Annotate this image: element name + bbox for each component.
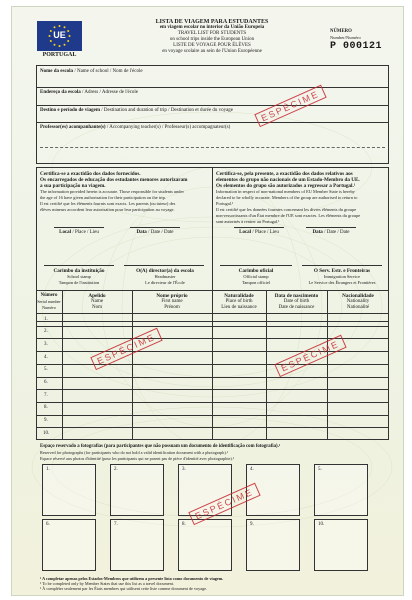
- photo-slot[interactable]: 2.: [110, 464, 164, 516]
- title-line: LISTE DE VOYAGE POUR ÉLÈVES: [173, 43, 251, 48]
- school-name-field[interactable]: Nome da escola / Name of school / Nom de l'école: [40, 69, 143, 74]
- table-row[interactable]: 8.: [44, 405, 48, 411]
- teachers-field[interactable]: Professor(es) acompanhante(s) / Accompanying teacher(s) / Professeur(s) accompagnateur(s): [40, 125, 231, 130]
- school-stamp-label: Carimbo da instituição School stamp Tampon de l'institution: [53, 268, 105, 285]
- date-label-school[interactable]: Data / Date / Date: [136, 230, 174, 235]
- official-stamp-label: Carimbo oficial Official stamp Tampon officiel: [238, 268, 274, 285]
- photo-slot[interactable]: 10.: [314, 519, 368, 571]
- header-fields-box: [36, 65, 389, 164]
- specimen-stamp: ESPÉCIME: [188, 483, 260, 525]
- certify-immigration-section: Certifica-se, pela presente, a exactidão dos dados relativos aos elementos do grupo não nacionais de um Estado-Membro da UE. Os elementos do grupo são autorizados a regressar a Portugal.¹ Information in respect of non-national members of EU Member State is hereby declared to be wholly accurate. Members of the group are authorised to return to Portugal.¹ Il est certifié que les données fournies concernant les divers éléments du groupe non-ressortissants d'un État membre de l'UE sont exactes. Les éléments du groupe sont autorisés à rentrer au Portugal.¹: [216, 171, 361, 224]
- certify-school-section: Certifica-se a exactidão dos dados fornecidos. Os encarregados de educação dos estudantes menores autorizaram a sua participação na viagem. The information provided herein is accurate. Those responsible for students under the age of 16 have given authorisation for their participation on the trip. Il est certifié que les éléments fournis sont exacts. Les parents (ou tuteur) des élèves mineurs accordent leur autorisation pour leur participation au voyage.: [40, 171, 188, 212]
- col-header-first-name: Nome próprio First name Prénom: [156, 293, 188, 310]
- place-label-school[interactable]: Local / Place / Lieu: [59, 230, 99, 235]
- specimen-stamp: ESPÉCIME: [90, 328, 162, 370]
- table-row[interactable]: 3.: [44, 341, 48, 347]
- specimen-stamp: ESPÉCIME: [254, 85, 326, 127]
- form-title: [122, 19, 302, 55]
- title-line: LISTA DE VIAGEM PARA ESTUDANTES: [155, 19, 269, 25]
- table-row[interactable]: 6.: [44, 380, 48, 385]
- destination-field[interactable]: Destino e período de viagem / Destination and duration of trip / Destination et durée du voyage: [40, 108, 234, 113]
- footnotes: ¹ A completar apenas pelos Estados-Membros que utilizem a presente lista como documento de viagem. ¹ To be completed only by Member States that use this list as a travel document. ¹ À compléter seulement par les États membres qui utilisent cette liste comme document de voyage.: [40, 576, 224, 591]
- travel-list-form: [11, 6, 404, 596]
- table-row[interactable]: 9.: [44, 418, 48, 424]
- table-row[interactable]: 2.: [44, 329, 48, 335]
- form-number: P 000121: [330, 41, 383, 52]
- table-row[interactable]: 10.: [43, 430, 50, 436]
- col-header-surname: Apelido Name Nom: [88, 293, 106, 310]
- headmaster-label: O(A) director(a) da escola Headmaster Le directeur de l'École: [136, 268, 194, 285]
- title-line: TRAVEL LIST FOR STUDENTS: [177, 31, 247, 36]
- col-header-birthdate: Data de nascimento Date of birth Date de naissance: [274, 293, 319, 310]
- country-name: PORTUGAL: [42, 52, 77, 58]
- title-line: on school trips inside the European Union: [169, 37, 255, 42]
- number-sublabel: Number/Numéro: [330, 35, 361, 40]
- title-line: em viagem escolar no interior da União Europeia: [159, 25, 265, 30]
- photo-slot[interactable]: 7.: [110, 519, 164, 571]
- photo-slot[interactable]: 9.: [246, 519, 300, 571]
- specimen-stamp: ESPÉCIME: [274, 335, 346, 377]
- school-address-field[interactable]: Endereço da escola / Adress / Adresse de l'école: [40, 90, 139, 95]
- photo-slot[interactable]: 8.: [178, 519, 232, 571]
- table-row[interactable]: 4.: [44, 354, 48, 360]
- col-header-number: Número Serial number Numéro: [37, 293, 61, 310]
- form-number-block: [330, 29, 400, 52]
- number-label: NÚMERO: [330, 29, 352, 34]
- photo-slot[interactable]: 4.: [246, 464, 300, 516]
- table-row[interactable]: 5.: [44, 367, 48, 373]
- date-label-immigration[interactable]: Data / Date / Date: [312, 230, 350, 235]
- table-row[interactable]: 7.: [44, 392, 48, 398]
- table-row[interactable]: 1.: [44, 316, 48, 322]
- photo-section-heading: Espaço reservado a fotografias (para participantes que não possuam um documento de identificação com fotografia).¹ Reserved for photographs (for participants who do not hold a valid identification document with a photograph).¹ Espace réservé aux photos d'identité (pour les participants qui ne posent pas de pièce d'identité avec photographie).¹: [40, 444, 281, 461]
- immigration-service-label: O Serv. Estr. e Fronteiras Immigration Service Le Service des Étrangers et Frontières: [308, 268, 376, 285]
- eu-label: UE: [53, 30, 66, 40]
- photo-slot[interactable]: 6.: [42, 519, 96, 571]
- photo-slot[interactable]: 3.: [178, 464, 232, 516]
- title-line: en voyage scolaire au sein de l'Union Européenne: [162, 49, 262, 54]
- col-header-nationality: Nacionalidade Nationality Nationalité: [342, 293, 374, 310]
- photo-slot[interactable]: 5.: [314, 464, 368, 516]
- col-header-birthplace: Naturalidade Place of birth Lieu de naissance: [221, 293, 257, 310]
- eu-flag: [37, 21, 82, 51]
- photo-slot[interactable]: 1.: [42, 464, 96, 516]
- place-label-immigration[interactable]: Local / Place / Lieu: [239, 230, 279, 235]
